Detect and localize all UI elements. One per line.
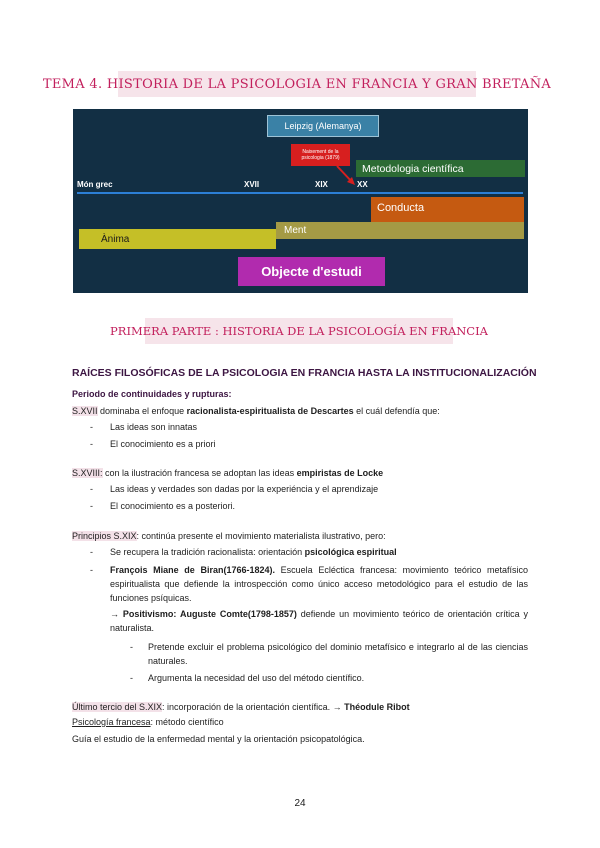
s18-bold: empiristas de Locke: [296, 468, 384, 478]
ultimo-text: : incorporación de la orientación científica. →: [162, 702, 345, 712]
ribot-name: Théodule Ribot: [344, 702, 410, 712]
positivismo-years: (1798-1857): [247, 609, 297, 619]
list-item: - Pretende excluir el problema psicológico del dominio metafísico e integrarlo al de las ciencias naturales.: [72, 640, 528, 668]
s19-label: Principios S.XIX: [72, 531, 137, 541]
list-item: [72, 563, 528, 635]
biran-name: François Miane de Biran: [110, 565, 224, 575]
s17-block: [72, 405, 532, 451]
s18-paragraph: [72, 467, 532, 480]
list-item: - El conocimiento es a posteriori.: [72, 500, 532, 513]
s18-list: [72, 483, 532, 513]
leipzig-box: Leipzig (Alemanya): [267, 115, 379, 137]
section-heading: RAÍCES FILOSÓFICAS DE LA PSICOLOGIA EN FRANCIA HASTA LA INSTITUCIONALIZACIÓN: [72, 367, 537, 379]
s17-bold: racionalista-espiritualista de Descartes: [186, 406, 354, 416]
axis-label-mon-grec: Món grec: [77, 180, 113, 189]
axis-label-xix: XIX: [315, 180, 328, 189]
list-item: - Las ideas y verdades son dadas por la experiéncia y el aprendizaje: [72, 483, 532, 496]
part-title: PRIMERA PARTE : HISTORIA DE LA PSICOLOGÍA EN FRANCIA: [145, 318, 453, 344]
s17-paragraph: [72, 405, 532, 418]
psico-text: : método científico: [150, 717, 224, 727]
list-item: - Argumenta la necesidad del uso del método científico.: [72, 672, 528, 685]
timeline-diagram: [73, 109, 528, 293]
s17-text-end: el cuál defendía que:: [353, 406, 440, 416]
timeline-axis: [77, 192, 523, 194]
conducta-bar: Conducta: [371, 197, 524, 225]
axis-label-xvii: XVII: [244, 180, 260, 189]
list-item: [72, 546, 528, 559]
axis-label-xx: XX: [357, 180, 368, 189]
guia-paragraph: Guía el estudio de la enfermedad mental y la orientación psicopatológica.: [72, 734, 365, 744]
psico-label: Psicología francesa: [72, 717, 151, 727]
document-title: TEMA 4. HISTORIA DE LA PSICOLOGIA EN FRANCIA Y GRAN BRETAÑA: [118, 71, 476, 97]
list-item: - El conocimiento es a priori: [72, 438, 532, 451]
arrow-icon: →: [110, 609, 123, 619]
ultimo-paragraph: [72, 701, 532, 714]
s17-list: [72, 421, 532, 451]
s19-text: : continúa presente el movimiento materialista ilustrativo, pero:: [136, 531, 386, 541]
positivismo-paragraph: [110, 607, 528, 635]
s17-label: S.XVII: [72, 406, 98, 416]
s18-text: con la ilustración francesa se adoptan las ideas: [102, 468, 297, 478]
positivismo-text: defiende un movimiento teórico de orientación crítica y naturalista.: [110, 609, 528, 633]
naixement-box: Naixement de la psicologia (1879): [291, 144, 350, 166]
anima-bar: Ànima: [79, 229, 276, 249]
biran-years: (1766-1824).: [223, 565, 276, 575]
positivismo-name: Positivismo: Auguste Comte: [122, 609, 248, 619]
s18-label: S.XVIII:: [72, 468, 103, 478]
s19-paragraph: [72, 530, 528, 543]
positivismo-list: [72, 640, 528, 685]
ment-bar: Ment: [276, 222, 524, 239]
section-subheading: Periodo de continuidades y rupturas:: [72, 389, 232, 399]
s19-list: [72, 546, 528, 635]
s19-item1-bold: psicológica espiritual: [304, 547, 397, 557]
psico-paragraph: [72, 716, 532, 729]
objecte-estudi-box: Objecte d'estudi: [238, 257, 385, 286]
biran-text: Escuela Ecléctica francesa: movimiento teórico metafísico espiritualista que defiende la introspección como único acceso metodológico para el estudio de las funciones psíquicas.: [110, 565, 528, 603]
metodologia-bar: Metodologia científica: [356, 160, 525, 177]
ultimo-label: Último tercio del S.XIX: [72, 702, 163, 712]
s17-text: dominaba el enfoque: [97, 406, 187, 416]
s19-item1-text: Se recupera la tradición racionalista: orientación: [110, 547, 305, 557]
ultimo-block: [72, 701, 532, 746]
page-number: 24: [294, 798, 306, 809]
list-item: - Las ideas son innatas: [72, 421, 532, 434]
s19-block: [72, 530, 528, 685]
s18-block: [72, 467, 532, 513]
